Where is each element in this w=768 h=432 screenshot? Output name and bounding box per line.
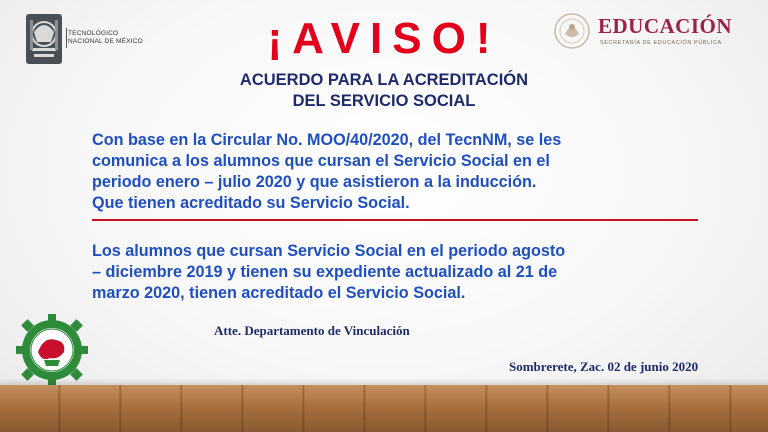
paragraph-1-line: Que tienen acreditado su Servicio Social. [92, 194, 410, 212]
red-divider [92, 219, 698, 221]
paragraph-2 [92, 241, 752, 304]
paragraph-1-line: comunica a los alumnos que cursan el Servicio Social en el [92, 152, 550, 170]
place-date: Sombrerete, Zac. 02 de junio 2020 [509, 359, 699, 374]
wooden-floor [0, 385, 768, 432]
subtitle-line1: ACUERDO PARA LA ACREDITACIÓN [239, 71, 529, 89]
paragraph-1 [92, 130, 752, 214]
paragraph-1-line: periodo enero – julio 2020 y que asistieron a la inducción. [92, 173, 537, 191]
paragraph-2-line: – diciembre 2019 y tienen su expediente actualizado al 21 de [92, 263, 558, 281]
paragraph-1-line: Con base en la Circular No. MOO/40/2020, del TecnNM, se les [92, 131, 562, 149]
education-subtitle: SECRETARÍA DE EDUCACIÓN PÚBLICA [600, 40, 722, 46]
subtitle-line2: DEL SERVICIO SOCIAL [292, 92, 476, 110]
institute-gear-logo-icon [14, 312, 90, 388]
paragraph-2-line: marzo 2020, tienen acreditado el Servicio Social. [92, 284, 466, 302]
tecnm-line2: NACIONAL DE MÉXICO [68, 38, 143, 45]
notice-heading: ¡AVISO! [267, 14, 501, 63]
education-title: EDUCACIÓN [598, 14, 733, 38]
notice-subtitle [0, 70, 768, 112]
signature: Atte. Departamento de Vinculación [214, 323, 410, 338]
paragraph-2-line: Los alumnos que cursan Servicio Social en el periodo agosto [92, 242, 566, 260]
tecnm-line1: TECNOLÓGICO [68, 30, 119, 37]
